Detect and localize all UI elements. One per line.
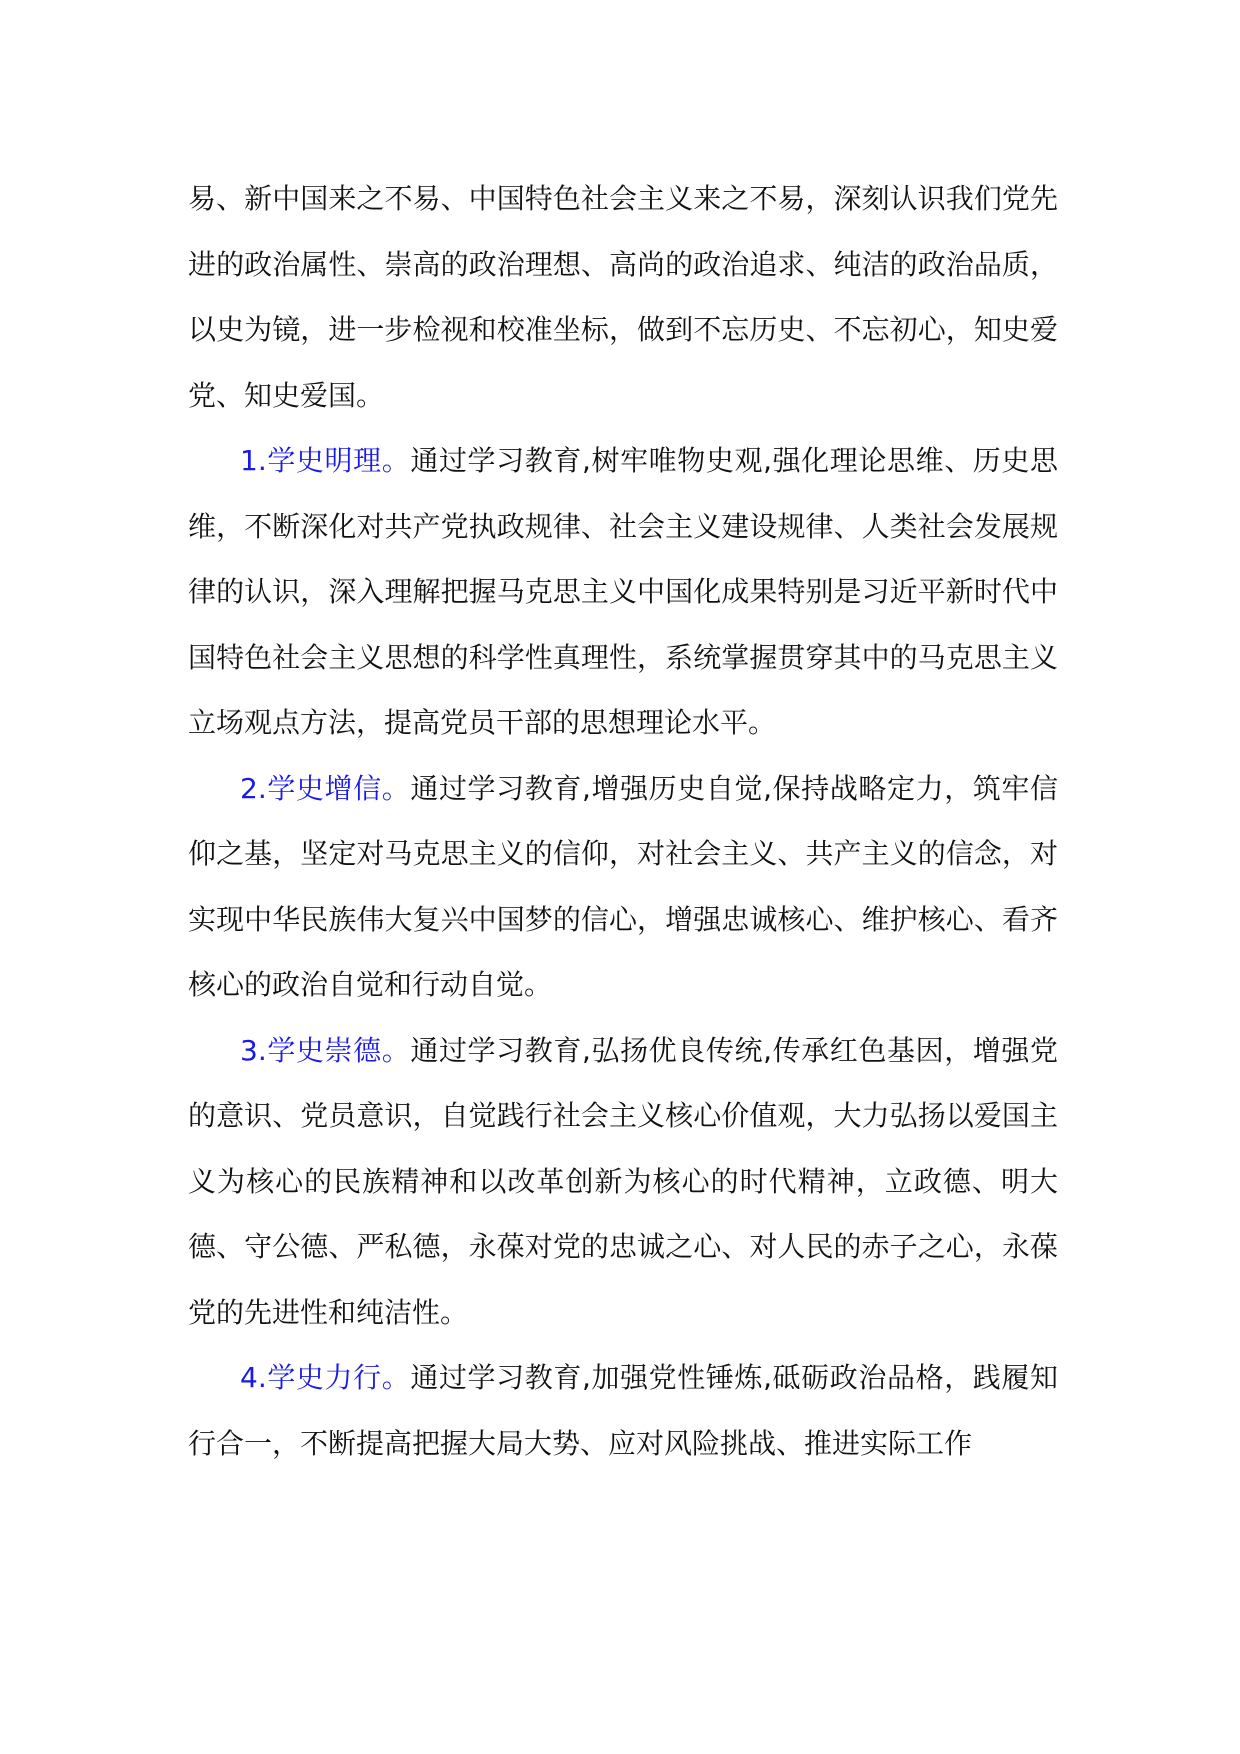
paragraph-text: 易、新中国来之不易、中国特色社会主义来之不易，深刻认识我们党先进的政治属性、崇高的政治理想、高尚的政治追求、纯洁的政治品质，以史为镜，进一步检视和校准坐标，做到不忘历史、不忘初心，知史爱党、知史爱国。 [188,182,1058,412]
paragraph-learn-history-reason [188,428,1058,756]
paragraph-continuation [188,166,1058,428]
section-heading: 3.学史崇德。 [240,1033,411,1067]
paragraph-learn-history-faith [188,756,1058,1018]
paragraph-learn-history-practice [188,1345,1058,1476]
paragraph-text: 通过学习教育,加强党性锤炼,砥砺政治品格，践履知行合一，不断提高把握大局大势、应对风险挑战、推进实际工作 [188,1361,1059,1460]
document-body [188,166,1058,1476]
section-heading: 1.学史明理。 [240,444,411,477]
paragraph-learn-history-virtue [188,1018,1058,1346]
section-heading: 4.学史力行。 [240,1361,411,1394]
paragraph-text: 通过学习教育,弘扬优良传统,传承红色基因，增强党的意识、党员意识，自觉践行社会主义核心价值观，大力弘扬以爱国主义为核心的民族精神和以改革创新为核心的时代精神，立政德、明大德、守公德、严私德，永葆对党的忠诚之心、对人民的赤子之心，永葆党的先进性和纯洁性。 [188,1033,1059,1329]
paragraph-text: 通过学习教育,增强历史自觉,保持战略定力，筑牢信仰之基，坚定对马克思主义的信仰，对社会主义、共产主义的信念，对实现中华民族伟大复兴中国梦的信心，增强忠诚核心、维护核心、看齐核心的政治自觉和行动自觉。 [188,771,1059,1001]
paragraph-text: 通过学习教育,树牢唯物史观,强化理论思维、历史思维，不断深化对共产党执政规律、社会主义建设规律、人类社会发展规律的认识，深入理解把握马克思主义中国化成果特别是习近平新时代中国特色社会主义思想的科学性真理性，系统掌握贯穿其中的马克思主义立场观点方法，提高党员干部的思想理论水平。 [188,444,1059,739]
section-heading: 2.学史增信。 [240,771,411,805]
